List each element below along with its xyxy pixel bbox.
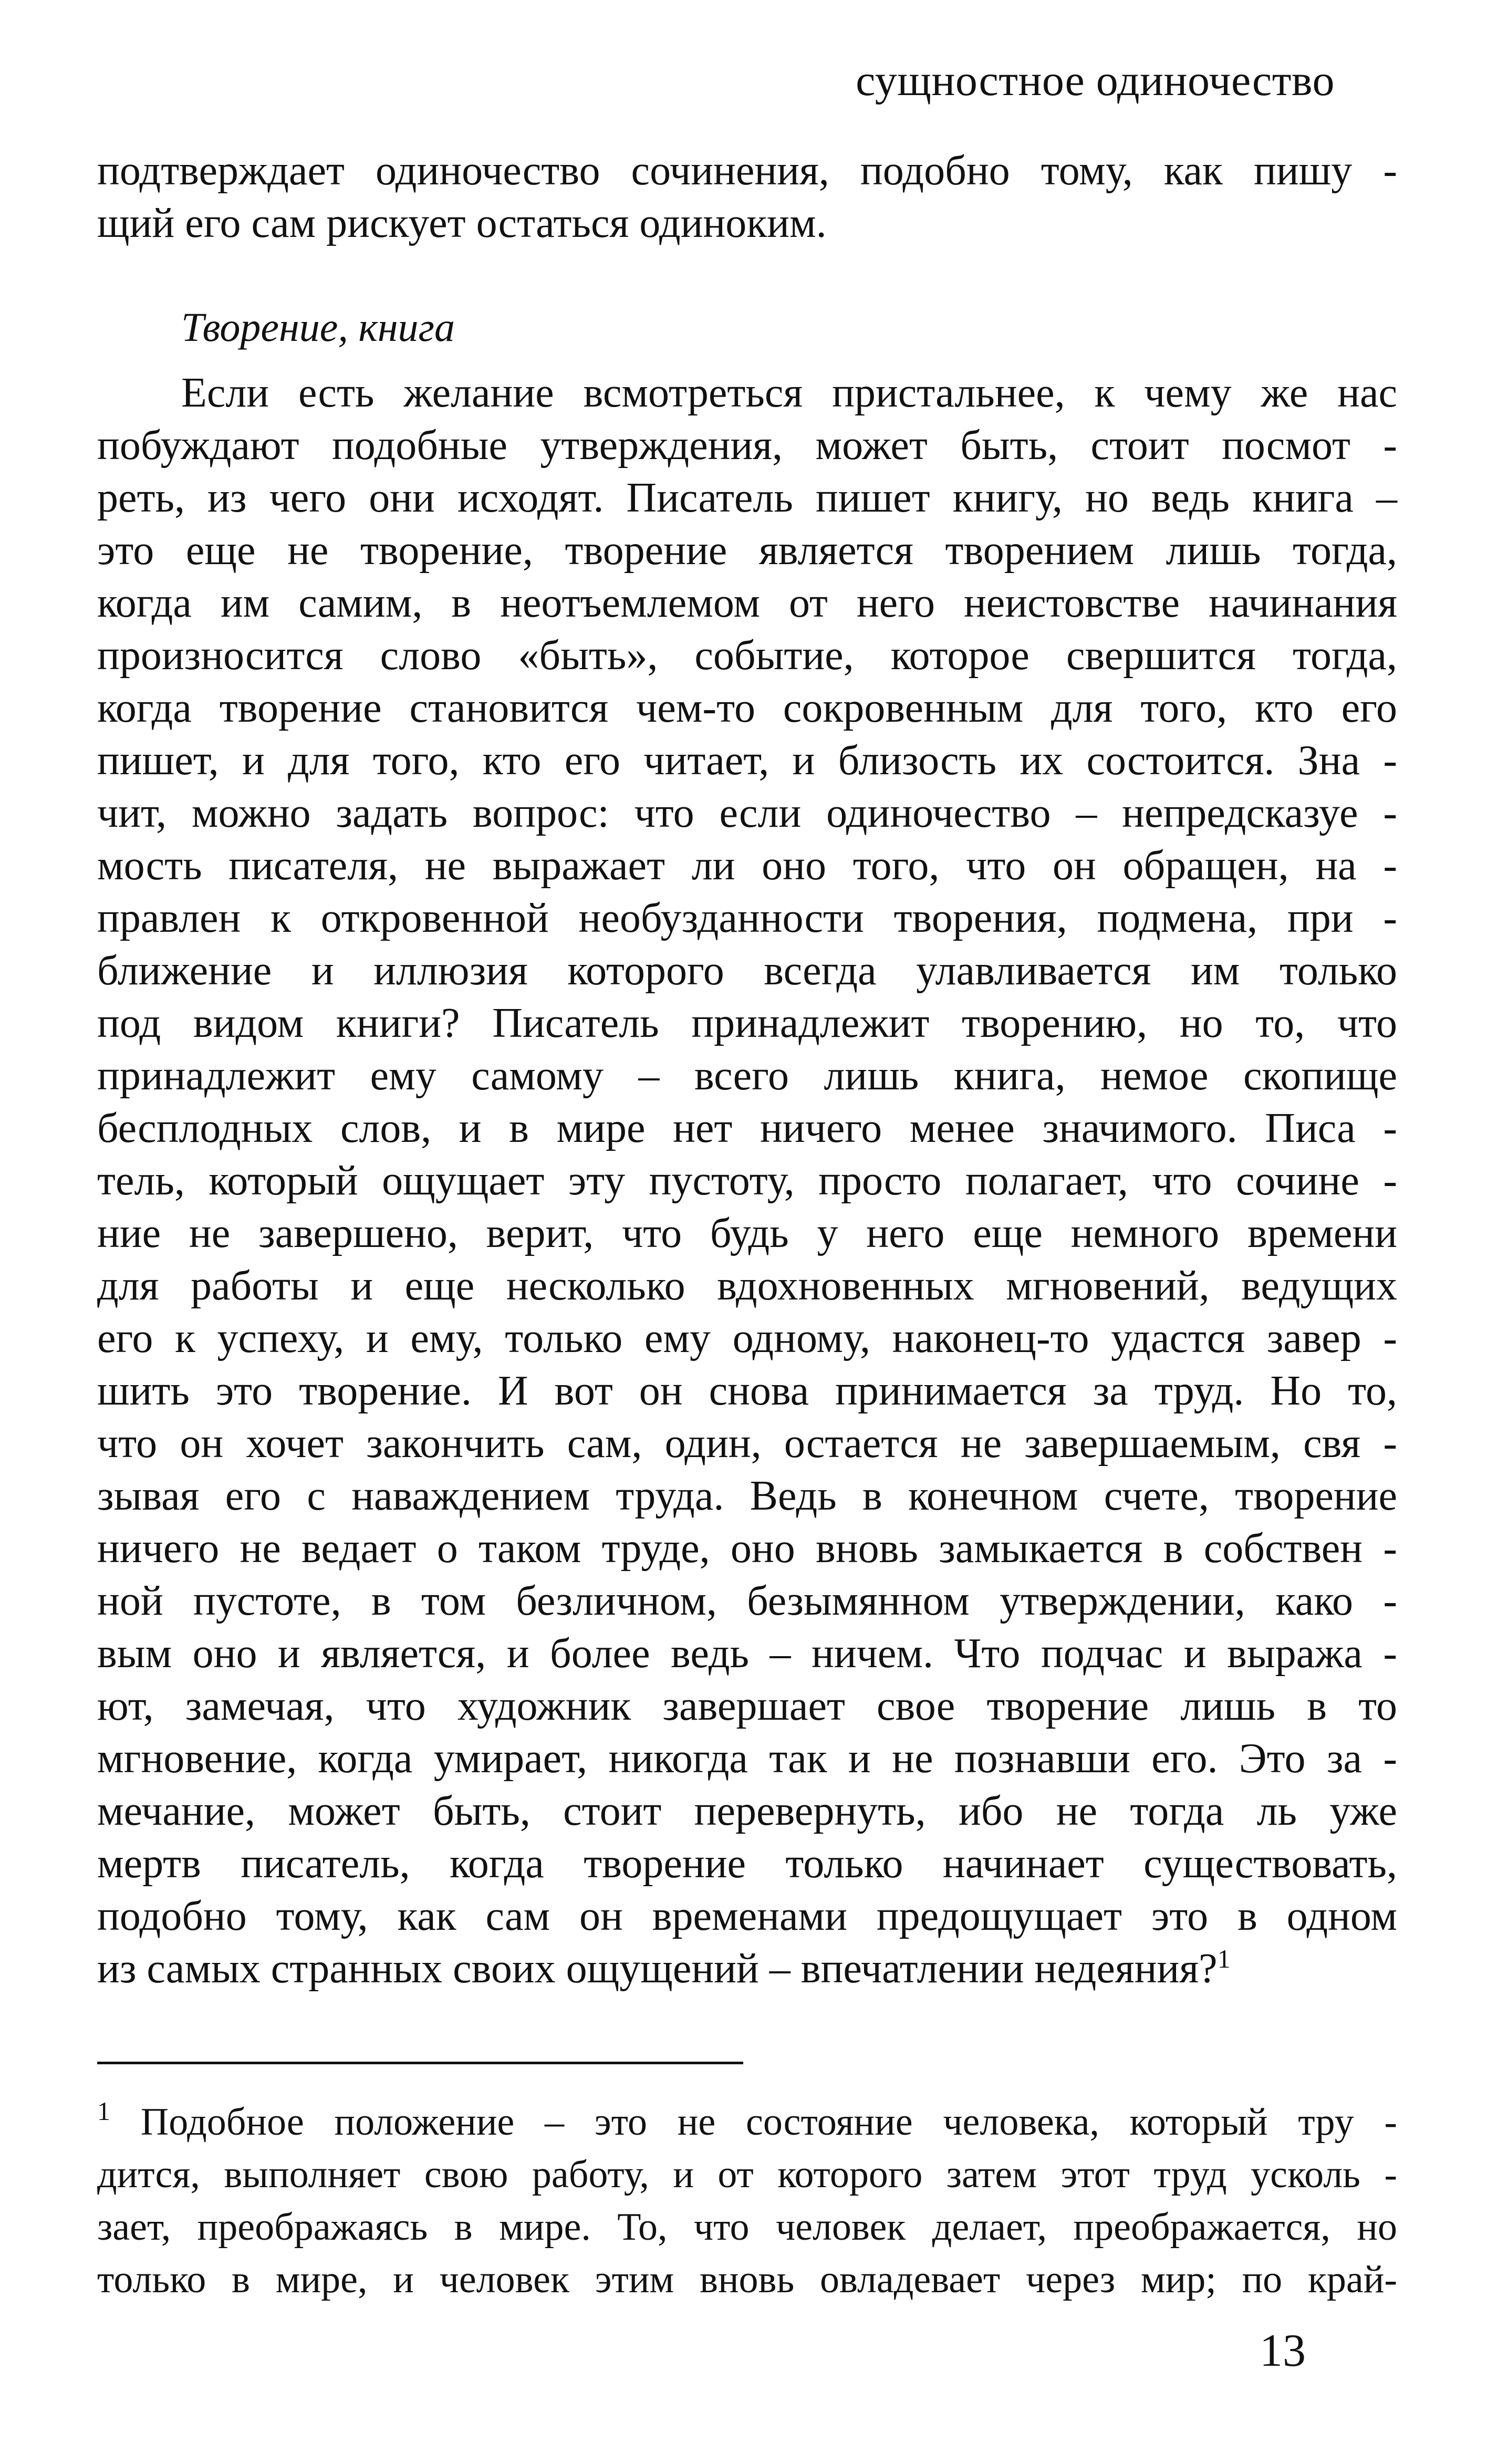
text-line: ют, замечая, что художник завершает свое творение лишь в то [97, 1683, 1397, 1729]
text-line: когда творение становится чем-то сокровенным для того, кто его [97, 685, 1397, 731]
text-line: шить это творение. И вот он снова принимается за труд. Но то, [97, 1368, 1397, 1414]
text-line: это еще не творение, творение является творением лишь тогда, [97, 527, 1397, 574]
text-line: щий его сам рискует остаться одиноким. [97, 200, 827, 246]
text-line: зывая его с наваждением труда. Ведь в конечном счете, творение [97, 1473, 1397, 1519]
text-line: тель, который ощущает эту пустоту, просто полагает, что сочине - [97, 1158, 1397, 1204]
text-line: побуждают подобные утверждения, может быть, стоит посмот - [97, 422, 1397, 469]
continuation-text [97, 144, 1397, 249]
text-line: для работы и еще несколько вдохновенных мгновений, ведущих [97, 1263, 1397, 1309]
footnote-reference[interactable]: 1 [1217, 1944, 1231, 1973]
text-line: мертв писатель, когда творение только начинает существовать, [97, 1841, 1397, 1887]
text-line: из самых странных своих ощущений – впечатлении недеяния? [97, 1946, 1218, 1992]
text-line: когда им самим, в неотъемлемом от него неистовстве начинания [97, 580, 1397, 626]
footnote-line: зает, преображаясь в мире. То, что человек делает, преображается, но [97, 2206, 1397, 2249]
section-subheading: Творение, книга [181, 304, 455, 350]
text-line: реть, из чего они исходят. Писатель пишет книгу, но ведь книга – [97, 475, 1397, 521]
text-line: ние не завершено, верит, что будь у него еще немного времени [97, 1210, 1397, 1256]
footnote-text: Подобное положение – это не состояние человека, который тру - [140, 2101, 1397, 2144]
text-line: под видом книги? Писатель принадлежит творению, но то, что [97, 1000, 1397, 1046]
text-line: бесплодных слов, и в мире нет ничего менее значимого. Писа - [97, 1105, 1397, 1151]
footnote [97, 2096, 1397, 2306]
text-line: мгновение, когда умирает, никогда так и не познавши его. Это за - [97, 1735, 1397, 1782]
text-line: мость писателя, не выражает ли оно того, что он обращен, на - [97, 843, 1397, 889]
text-line: пишет, и для того, кто его читает, и близость их состоится. Зна - [97, 737, 1397, 784]
body-paragraph [97, 367, 1397, 1995]
text-line: подтверждает одиночество сочинения, подобно тому, как пишу - [97, 148, 1397, 194]
page-number: 13 [1260, 2325, 1306, 2376]
text-line: подобно тому, как сам он временами предощущает это в одном [97, 1893, 1397, 1939]
footnote-separator [97, 2062, 743, 2064]
text-line: Если есть желание всмотреться пристальнее, к чему же нас [181, 370, 1397, 416]
footnote-line: только в мире, и человек этим вновь овладевает через мир; по край- [97, 2258, 1397, 2301]
footnote-marker: 1 [97, 2096, 110, 2126]
text-line: ничего не ведает о таком труде, оно вновь замыкается в собствен - [97, 1525, 1397, 1572]
text-line: принадлежит ему самому – всего лишь книга, немое скопище [97, 1053, 1397, 1099]
text-line: ближение и иллюзия которого всегда улавливается им только [97, 948, 1397, 994]
text-line-with-footnote-ref [97, 1942, 1397, 1995]
footnote-line [97, 2096, 1397, 2148]
text-line: его к успеху, и ему, только ему одному, наконец-то удастся завер - [97, 1315, 1397, 1361]
footnote-line: дится, выполняет свою работу, и от которого затем этот труд усколь - [97, 2153, 1397, 2196]
text-line: ной пустоте, в том безличном, безымянном утверждении, како - [97, 1578, 1397, 1624]
text-line: вым оно и является, и более ведь – ничем. Что подчас и выража - [97, 1630, 1397, 1677]
text-line: что он хочет закончить сам, один, остается не завершаемым, свя - [97, 1420, 1397, 1467]
text-line: произносится слово «быть», событие, которое свершится тогда, [97, 632, 1397, 679]
running-head: сущностное одиночество [856, 56, 1335, 105]
text-line: мечание, может быть, стоит перевернуть, ибо не тогда ль уже [97, 1788, 1397, 1834]
text-line: правлен к откровенной необузданности творения, подмена, при - [97, 895, 1397, 941]
text-line: чит, можно задать вопрос: что если одиночество – непредсказуе - [97, 790, 1397, 836]
